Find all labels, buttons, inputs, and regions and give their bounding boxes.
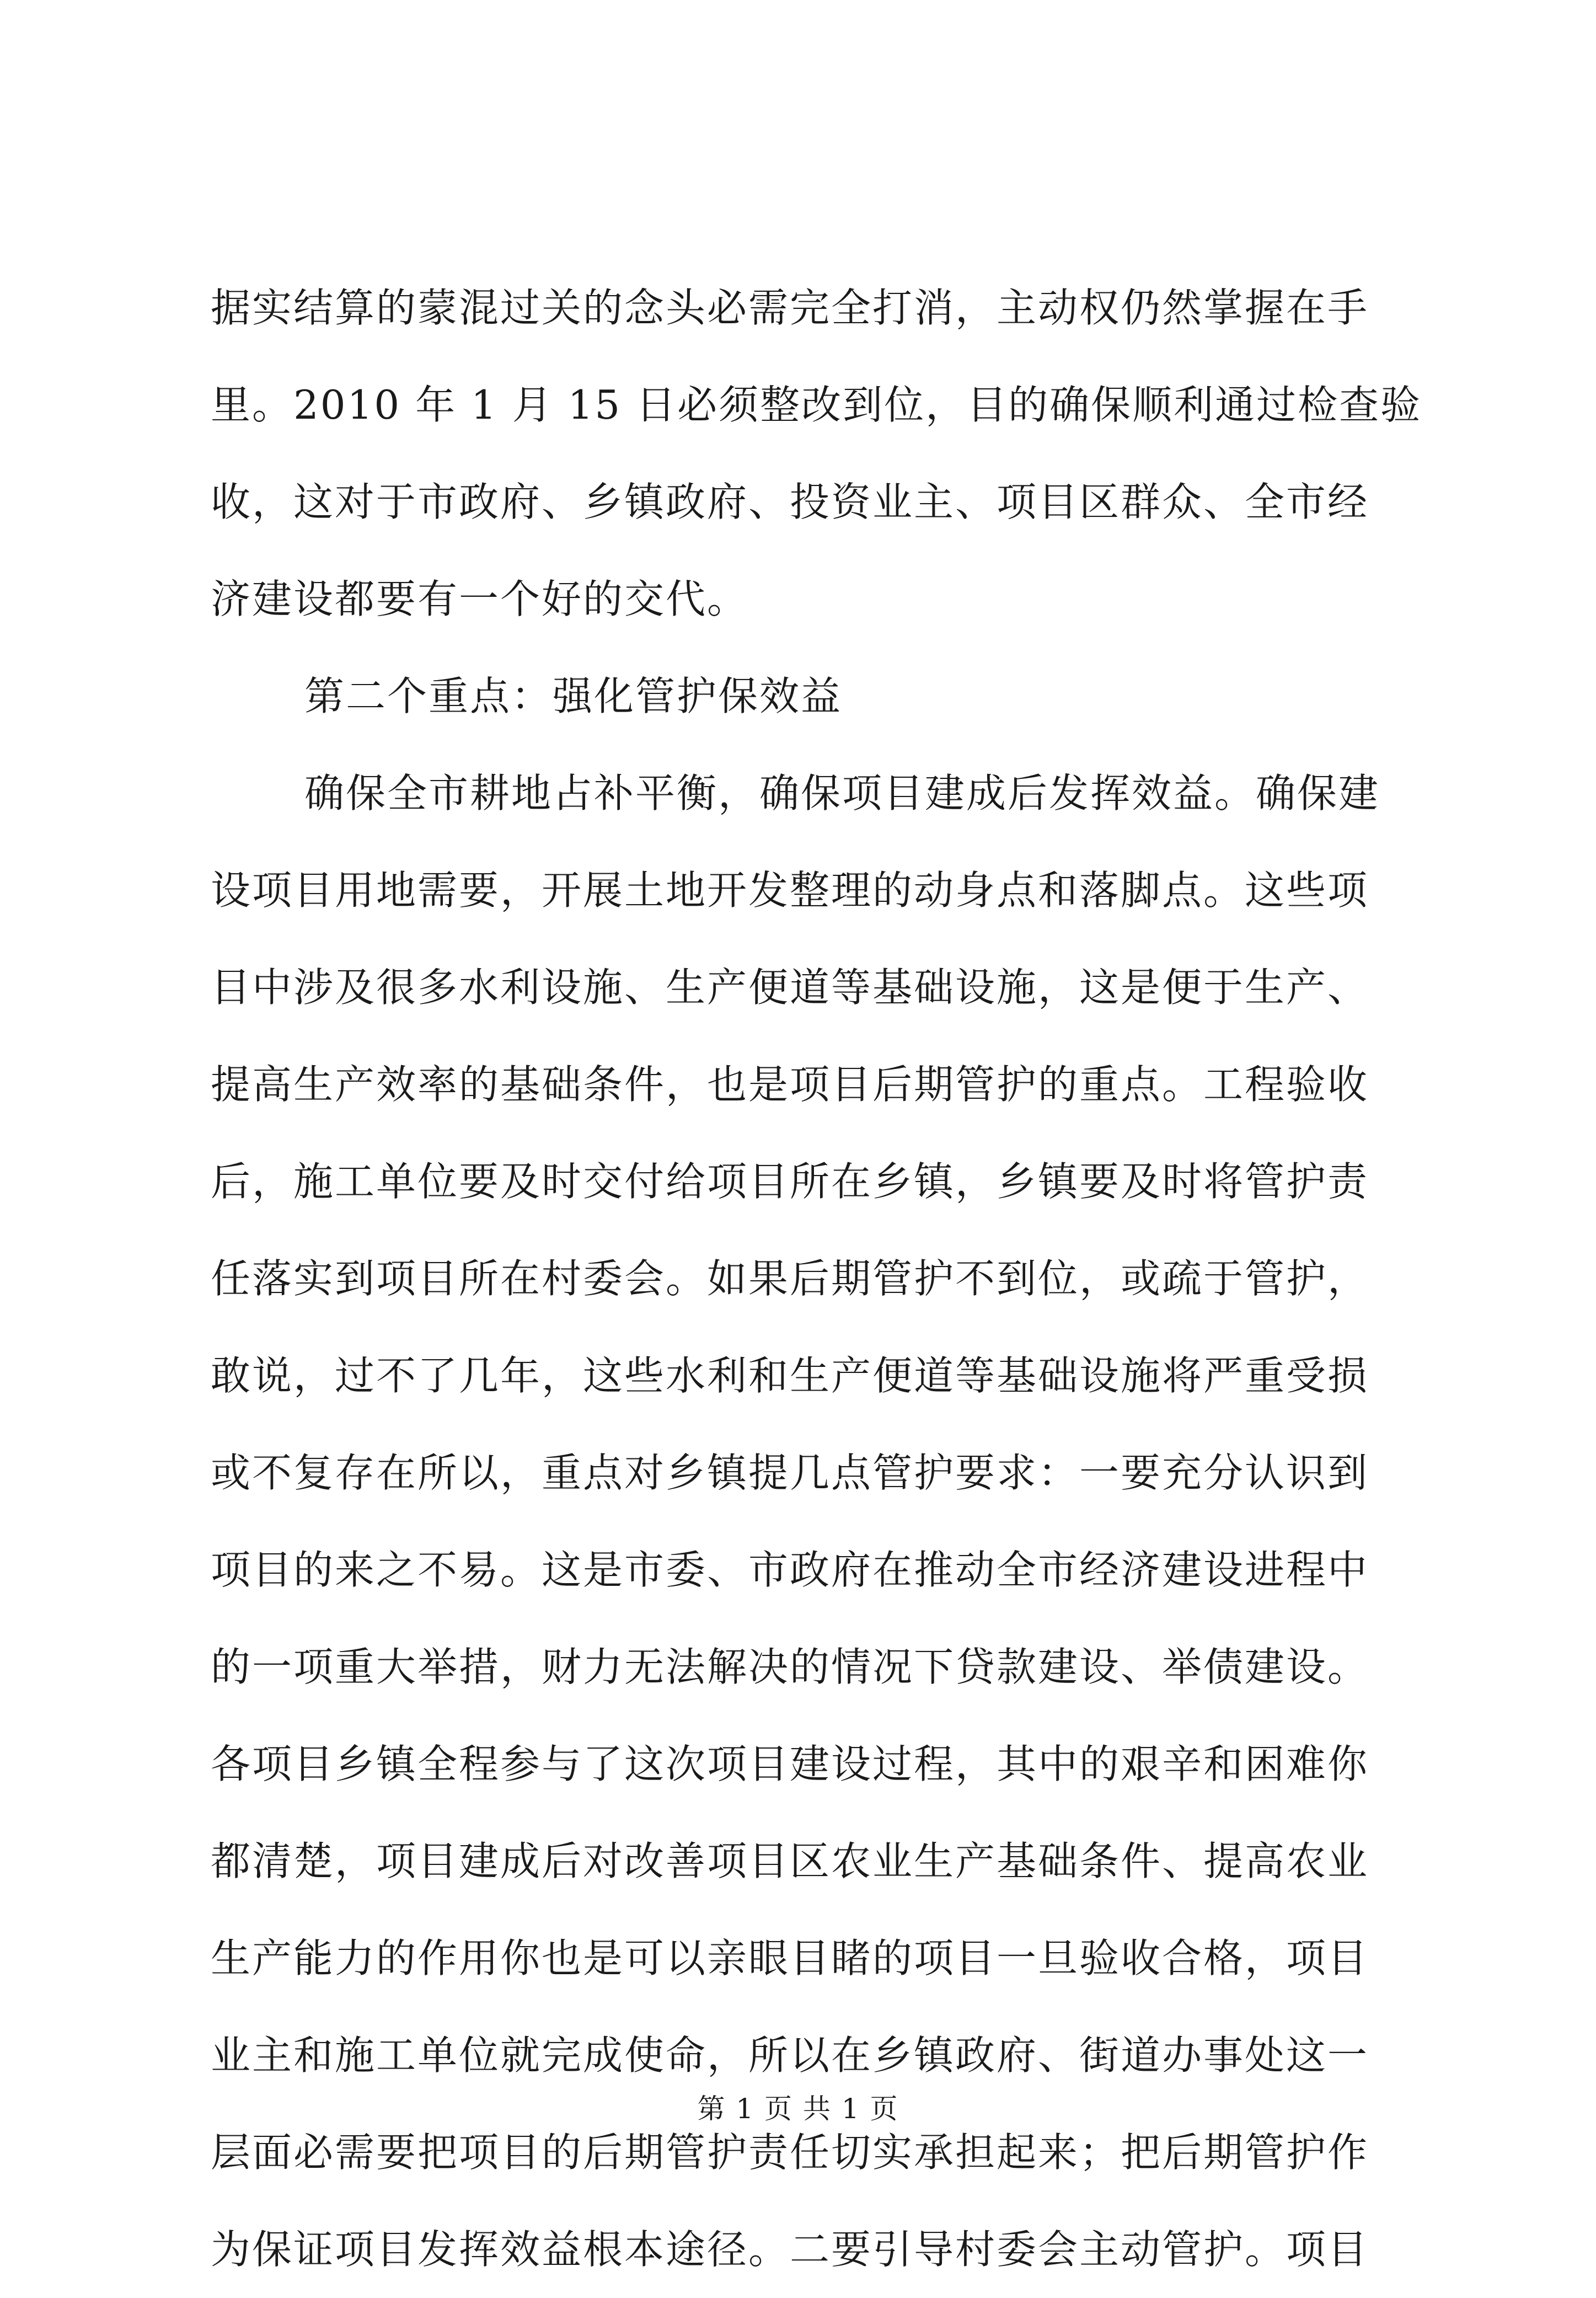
text-line: 生产能力的作用你也是可以亲眼目睹的项目一旦验收合格，项目	[211, 1935, 1369, 1981]
page-footer: 第 1 页 共 1 页	[697, 2093, 899, 2125]
text-line: 的一项重大举措，财力无法解决的情况下贷款建设、举债建设。	[211, 1644, 1369, 1690]
text-line: 据实结算的蒙混过关的念头必需完全打消，主动权仍然掌握在手	[211, 285, 1369, 331]
text-line: 目中涉及很多水利设施、生产便道等基础设施，这是便于生产、	[211, 964, 1369, 1011]
text-line: 都清楚，项目建成后对改善项目区农业生产基础条件、提高农业	[211, 1838, 1369, 1884]
text-line: 业主和施工单位就完成使命，所以在乡镇政府、街道办事处这一	[211, 2032, 1369, 2078]
text-line: 敢说，过不了几年，这些水利和生产便道等基础设施将严重受损	[211, 1353, 1369, 1399]
text-line: 后，施工单位要及时交付给项目所在乡镇，乡镇要及时将管护责	[211, 1158, 1369, 1205]
text-line: 项目的来之不易。这是市委、市政府在推动全市经济建设进程中	[211, 1547, 1369, 1593]
text-line: 任落实到项目所在村委会。如果后期管护不到位，或疏于管护，	[211, 1255, 1369, 1302]
text-line: 层面必需要把项目的后期管护责任切实承担起来；把后期管护作	[211, 2129, 1369, 2176]
text-line: 或不复存在所以，重点对乡镇提几点管护要求：一要充分认识到	[211, 1450, 1369, 1496]
document-body	[211, 259, 1422, 2298]
text-line: 各项目乡镇全程参与了这次项目建设过程，其中的艰辛和困难你	[211, 1741, 1369, 1787]
text-line: 提高生产效率的基础条件，也是项目后期管护的重点。工程验收	[211, 1061, 1369, 1108]
text-line: 里。2010 年 1 月 15 日必须整改到位，目的确保顺利通过检查验	[211, 382, 1422, 428]
text-line: 设项目用地需要，开展土地开发整理的动身点和落脚点。这些项	[211, 867, 1369, 913]
text-line: 济建设都要有一个好的交代。	[211, 576, 749, 622]
text-line: 确保全市耕地占补平衡，确保项目建成后发挥效益。确保建	[304, 770, 1380, 816]
text-line: 第二个重点：强化管护保效益	[304, 673, 843, 719]
text-line: 为保证项目发挥效益根本途径。二要引导村委会主动管护。项目	[211, 2226, 1369, 2273]
text-line: 收，这对于市政府、乡镇政府、投资业主、项目区群众、全市经	[211, 479, 1369, 525]
